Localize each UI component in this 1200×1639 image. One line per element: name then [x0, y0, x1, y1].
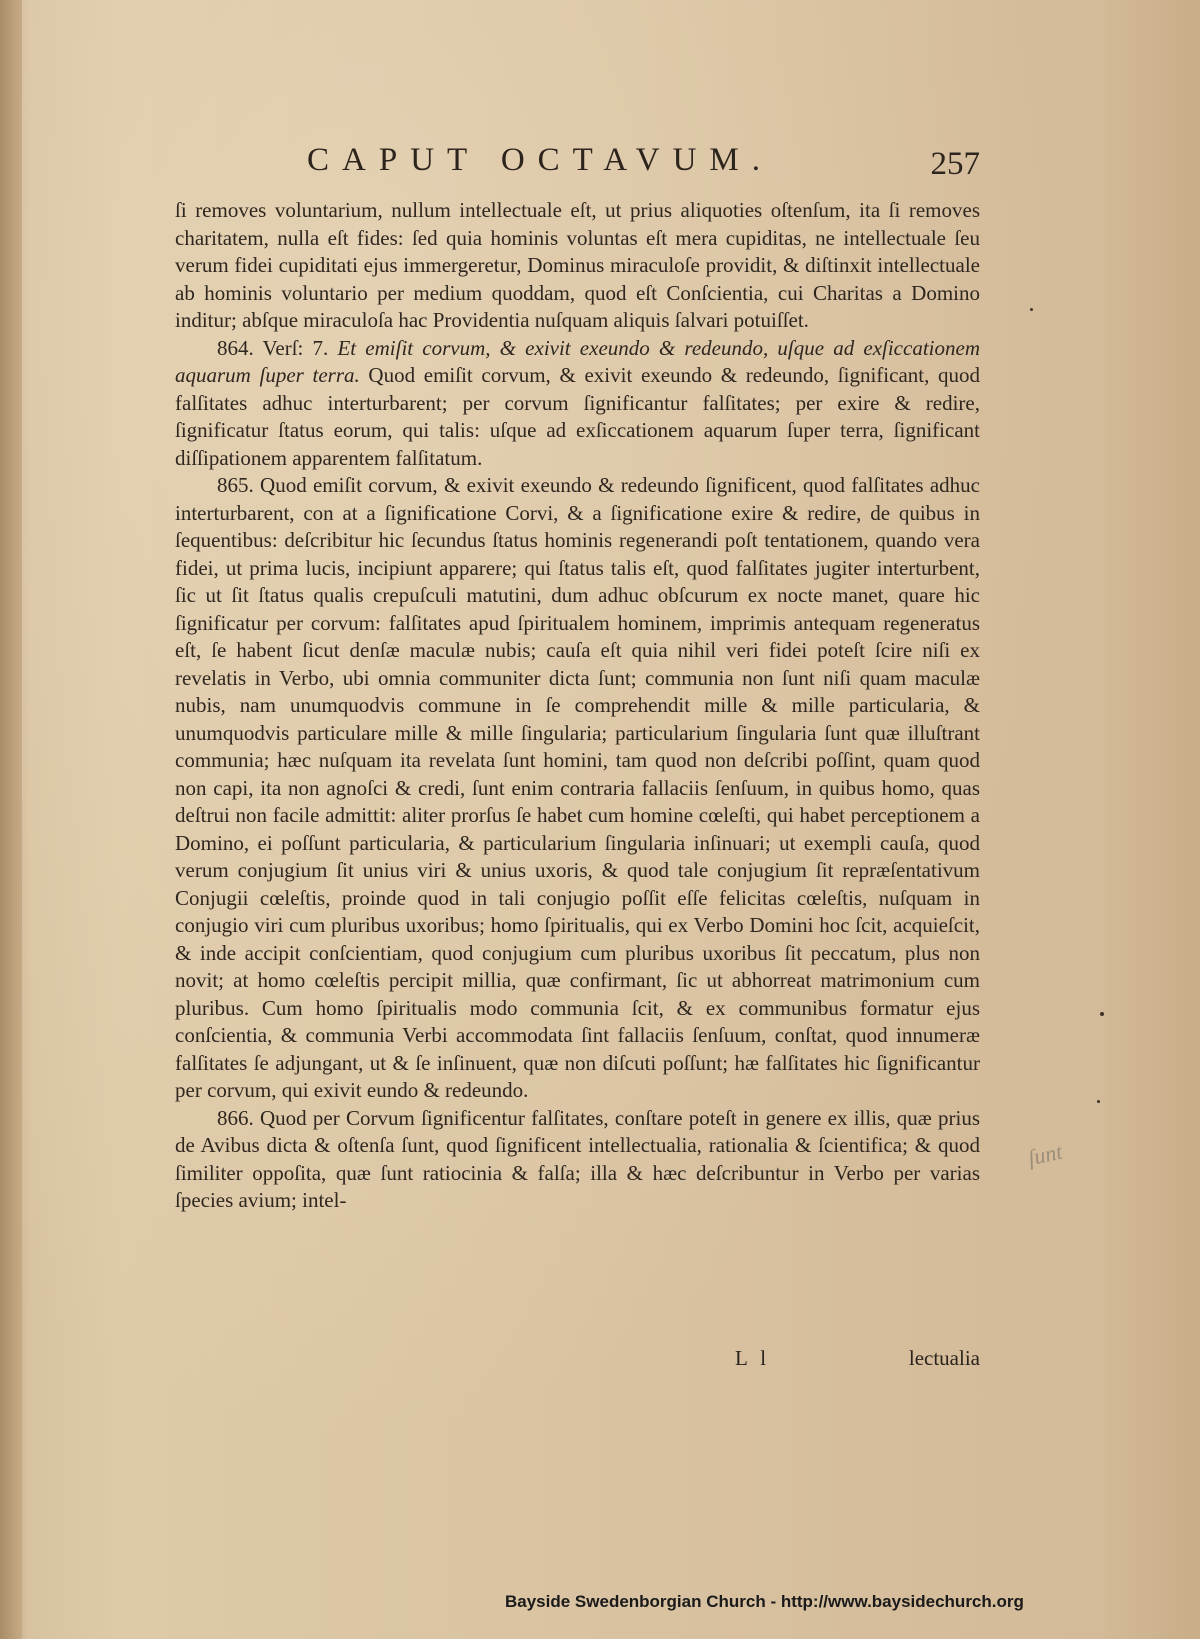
paragraph-continuation: ſi removes voluntarium, nullum intellectuale eſt, ut prius aliquoties oſtenſum, ita ſi removes charitatem, nulla eſt fides: ſed quia hominis voluntas eſt mera cupiditas, ne intellectuale ſeu verum fidei cupiditati ejus immergeretur, Dominus miraculoſe providit, & diſtinxit intellectuale ab hominis voluntario per medium quoddam, quod eſt Conſcientia, cui Charitas a Domino inditur; abſque miraculoſa hac Providentia nuſquam aliquis ſalvari potuiſſet. — [175, 198, 980, 332]
chapter-title: CAPUT OCTAVUM. — [307, 142, 774, 178]
paragraph-864-text: Quod emiſit corvum, & exivit exeundo & redeundo, ſignificant, quod falſitates adhuc interturbarent; per corvum ſignificantur falſitates; per exire & redire, ſignificatur ſtatus eorum, qui talis: uſque ad exſiccationem aquarum ſuper terra, ſignificant diſſipationem apparentem falſitatum. — [175, 363, 981, 470]
page-footer — [175, 1346, 980, 1376]
paragraph-866: 866. Quod per Corvum ſignificentur falſitates, conſtare poteſt in genere ex illis, quæ prius de Avibus dicta & oſtenſa ſunt, quod ſignificent intellectualia, rationalia & ſcientifica; & quod ſimiliter oppoſita, quæ ſunt ratiocinia & falſa; illa & hæc deſcribuntur in Verbo per varias ſpecies avium; intel- — [175, 1105, 980, 1212]
scripture-quotation: Et emiſit corvum, & exivit exeundo & redeundo, uſque ad exſiccationem aquarum ſuper terra. — [175, 335, 980, 387]
running-head — [175, 142, 980, 182]
paragraph-864-number: 864. Verſ: 7. — [217, 335, 329, 360]
ink-speck — [1100, 1012, 1104, 1016]
signature-mark: L l — [735, 1346, 771, 1370]
body-text — [175, 197, 980, 1215]
paragraph-865: 865. Quod emiſit corvum, & exivit exeundo & redeundo ſignificent, quod falſitates adhuc interturbarent, con at a ſignificatione Corvi, & a ſignificatione exire & redire, de quibus in ſequentibus: deſcribitur hic ſecundus ſtatus hominis regenerandi poſt tentationem, quando vera fidei, ut prima lucis, incipiunt apparere; qui ſtatus talis eſt, quod falſitates jugiter interturbent, ſic ut ſit ſtatus qualis crepuſculi matutini, dum adhuc obſcurum ex nocte manet, quare hic ſignificatur per corvum: falſitates apud ſpiritualem hominem, imprimis antequam regeneratus eſt, ſe habent ſicut denſæ maculæ nubis; cauſa eſt quia nihil veri fidei poteſt ſcire niſi ex revelatis in Verbo, ubi omnia communiter dicta ſunt; communia non ſunt niſi quam maculæ nubis, nam unumquodvis commune in ſe comprehendit mille & mille particularia, & unumquodvis particulare mille & mille ſingularia; particularium ſingularia ſunt quæ illuſtrant communia; hæc nuſquam ita revelata ſunt homini, tam quod non deſcribi poſſint, quam quod non capi, ita non agnoſci & credi, ſunt enim contraria fallaciis ſenſuum, in quibus homo, quas deſtrui non facile admittit: aliter prorſus ſe habet cum homine cœleſti, qui habet perceptionem a Domino, ei poſſunt particularia, & particularium ſingularia inſinuari; ut exempli cauſa, quod verum conjugium ſit unius viri & unius uxoris, & quod tale conjugium ſit repræſentativum Conjugii cœleſtis, proinde quod in tali conjugio poſſit eſſe felicitas cœleſtis, nuſquam in conjugio viri cum pluribus uxoribus; homo ſpiritualis, qui ex Verbo Domini hoc ſcit, acquieſcit, & inde accipit conſcientiam, quod conjugium cum pluribus uxoribus ſit peccatum, plus non novit; at homo cœleſtis percipit millia, quæ confirmant, ſic ut abhorreat matrimonium cum pluribus. Cum homo ſpiritualis modo communia ſcit, & ex communibus formatur ejus conſcientia, & communia Verbi accommodata ſint fallaciis ſenſuum, conſtat, quod innumeræ falſitates ſe adjungant, ut & ſe inſinuent, quæ non diſcuti poſſunt; hæ falſitates hic ſignificantur per corvum, qui exivit eundo & redeundo. — [175, 473, 980, 1102]
page-number: 257 — [930, 146, 980, 182]
page-gutter-shadow — [0, 0, 22, 1639]
catchword: lectualia — [908, 1346, 980, 1370]
paragraph-864 — [175, 335, 980, 473]
source-watermark: Bayside Swedenborgian Church - http://www.baysidechurch.org — [505, 1592, 1024, 1611]
ink-speck — [1097, 1100, 1100, 1103]
handwritten-margin-note: ſunt — [1025, 1138, 1065, 1171]
ink-speck — [1030, 308, 1033, 311]
